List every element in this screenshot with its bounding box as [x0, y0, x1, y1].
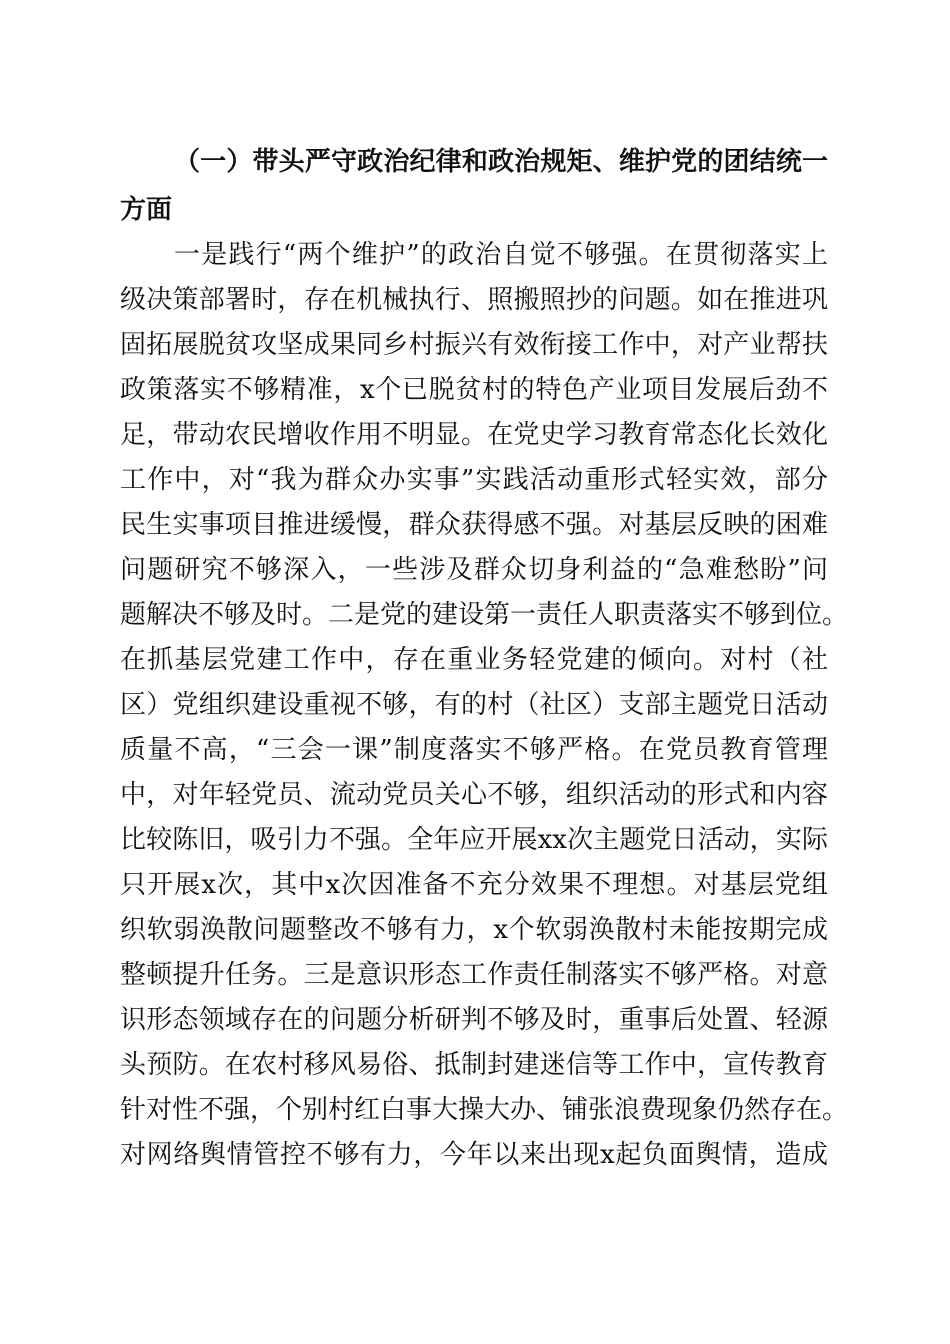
- paragraph-line: 一是践行“两个维护”的政治自觉不够强。在贯彻落实上: [174, 240, 828, 270]
- paragraph-line: 识形态领域存在的问题分析研判不够及时，重事后处置、轻源: [120, 1005, 828, 1035]
- paragraph-line: 政策落实不够精准，x个已脱贫村的特色产业项目发展后劲不: [120, 375, 828, 405]
- section-heading-line-1: （一）带头严守政治纪律和政治规矩、维护党的团结统一: [174, 147, 828, 177]
- paragraph-line: 头预防。在农村移风易俗、抵制封建迷信等工作中，宣传教育: [120, 1050, 828, 1080]
- paragraph-line: 比较陈旧，吸引力不强。全年应开展xx次主题党日活动，实际: [120, 825, 828, 855]
- paragraph-line: 固拓展脱贫攻坚成果同乡村振兴有效衔接工作中，对产业帮扶: [120, 330, 828, 360]
- paragraph-line: 对网络舆情管控不够有力，今年以来出现x起负面舆情，造成: [120, 1140, 828, 1170]
- paragraph-line: 区）党组织建设重视不够，有的村（社区）支部主题党日活动: [120, 690, 828, 720]
- paragraph-line: 题解决不够及时。二是党的建设第一责任人职责落实不够到位。: [120, 600, 849, 630]
- paragraph-line: 足，带动农民增收作用不明显。在党史学习教育常态化长效化: [120, 420, 828, 450]
- paragraph-line: 织软弱涣散问题整改不够有力，x个软弱涣散村未能按期完成: [120, 915, 828, 945]
- paragraph-line: 在抓基层党建工作中，存在重业务轻党建的倾向。对村（社: [120, 645, 828, 675]
- paragraph-line: 级决策部署时，存在机械执行、照搬照抄的问题。如在推进巩: [120, 285, 828, 315]
- paragraph-line: 民生实事项目推进缓慢，群众获得感不强。对基层反映的困难: [120, 510, 828, 540]
- paragraph-line: 中，对年轻党员、流动党员关心不够，组织活动的形式和内容: [120, 780, 828, 810]
- paragraph-line: 整顿提升任务。三是意识形态工作责任制落实不够严格。对意: [120, 960, 828, 990]
- paragraph-line: 问题研究不够深入，一些涉及群众切身利益的“急难愁盼”问: [120, 555, 828, 585]
- paragraph-line: 只开展x次，其中x次因准备不充分效果不理想。对基层党组: [120, 870, 828, 900]
- paragraph-line: 针对性不强，个别村红白事大操大办、铺张浪费现象仍然存在。: [120, 1095, 849, 1125]
- section-heading-line-2: 方面: [120, 195, 173, 225]
- paragraph-line: 质量不高，“三会一课”制度落实不够严格。在党员教育管理: [120, 735, 828, 765]
- paragraph-line: 工作中，对“我为群众办实事”实践活动重形式轻实效，部分: [120, 465, 828, 495]
